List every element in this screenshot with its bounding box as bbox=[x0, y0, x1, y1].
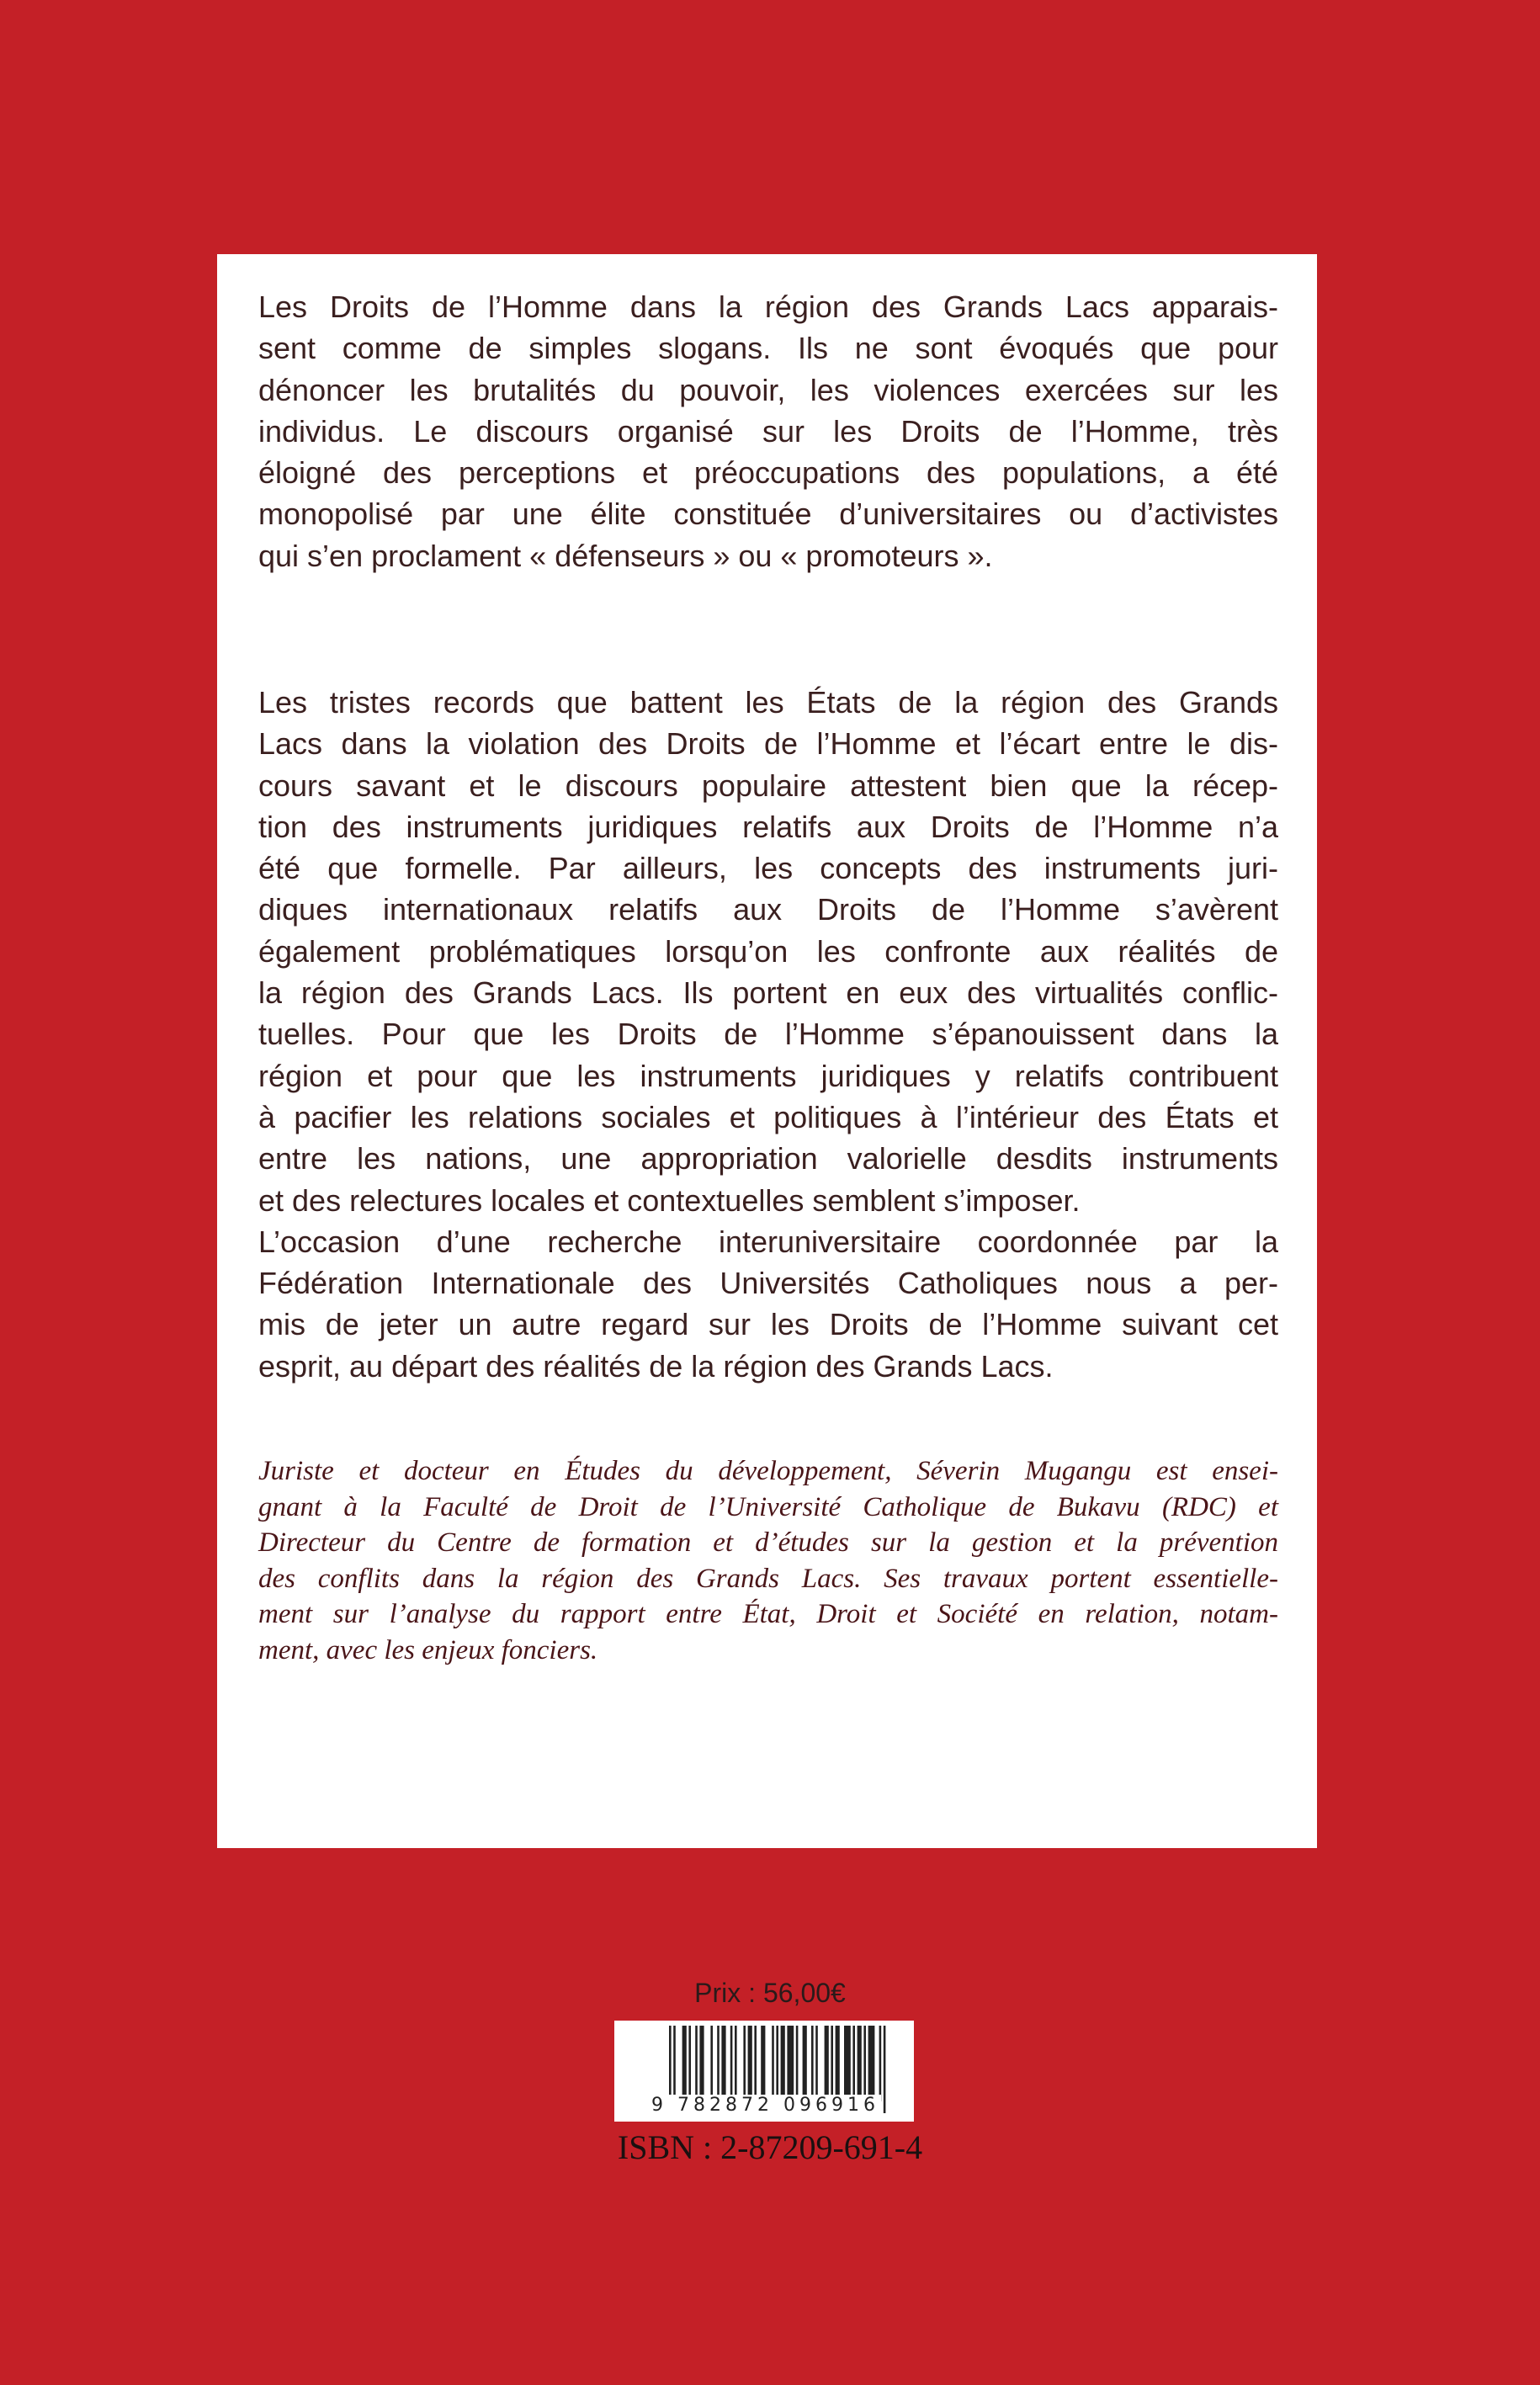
text-line: à pacifier les relations sociales et politiques à l’intérieur des États et bbox=[258, 1099, 1278, 1134]
text-line: mis de jeter un autre regard sur les Droits de l’Homme suivant cet bbox=[258, 1307, 1278, 1342]
barcode-bar bbox=[743, 2026, 746, 2101]
summary-paragraph-1 bbox=[258, 286, 1278, 576]
barcode bbox=[614, 2021, 914, 2122]
text-line: Fédération Internationale des Universités Catholiques nous a per- bbox=[258, 1266, 1278, 1301]
barcode-bar bbox=[781, 2026, 785, 2101]
barcode-bar bbox=[710, 2026, 713, 2101]
text-line: tuelles. Pour que les Droits de l’Homme s’épanouissent dans la bbox=[258, 1017, 1278, 1052]
text-line: Les tristes records que battent les États de la région des Grands bbox=[258, 685, 1278, 720]
barcode-bar bbox=[721, 2026, 725, 2101]
text-line: la région des Grands Lacs. Ils portent en eux des virtualités conflic- bbox=[258, 975, 1278, 1011]
barcode-bar bbox=[761, 2026, 765, 2101]
barcode-bar bbox=[717, 2026, 720, 2101]
text-line: L’occasion d’une recherche interuniversitaire coordonnée par la bbox=[258, 1224, 1278, 1259]
barcode-bar bbox=[825, 2026, 829, 2101]
text-panel bbox=[217, 254, 1317, 1848]
barcode-bar bbox=[879, 2026, 882, 2101]
text-line: gnant à la Faculté de Droit de l’Université Catholique de Bukavu (RDC) et bbox=[258, 1491, 1278, 1522]
barcode-bar bbox=[699, 2026, 704, 2101]
text-line: esprit, au départ des réalités de la région des Grands Lacs. bbox=[258, 1348, 1054, 1384]
text-line: sent comme de simples slogans. Ils ne sont évoqués que pour bbox=[258, 331, 1278, 366]
text-line: cours savant et le discours populaire attestent bien que la récep- bbox=[258, 768, 1278, 803]
text-line: et des relectures locales et contextuelles semblent s’imposer. bbox=[258, 1182, 1081, 1218]
text-line: individus. Le discours organisé sur les Droits de l’Homme, très bbox=[258, 413, 1278, 449]
barcode-bar bbox=[695, 2026, 698, 2101]
barcode-bar bbox=[815, 2026, 818, 2101]
text-line: ment, avec les enjeux fonciers. bbox=[258, 1634, 598, 1665]
barcode-digits: 9 782872 096916 bbox=[651, 2095, 879, 2116]
summary-paragraph-2 bbox=[258, 682, 1278, 1387]
barcode-bar bbox=[735, 2026, 737, 2101]
barcode-bar bbox=[863, 2026, 866, 2101]
barcode-bar bbox=[688, 2026, 691, 2101]
text-line: également problématiques lorsqu’on les confronte aux réalités de bbox=[258, 933, 1278, 969]
price-label: Prix : 56,00€ bbox=[694, 1978, 846, 2008]
text-line: diques internationaux relatifs aux Droits de l’Homme s’avèrent bbox=[258, 892, 1278, 927]
text-line: dénoncer les brutalités du pouvoir, les violences exercées sur les bbox=[258, 372, 1278, 407]
barcode-bar bbox=[787, 2026, 794, 2101]
text-line: tion des instruments juridiques relatifs aux Droits de l’Homme n’a bbox=[258, 809, 1278, 844]
text-line: Les Droits de l’Homme dans la région des Grands Lacs apparais- bbox=[258, 289, 1278, 324]
barcode-bar bbox=[831, 2026, 833, 2101]
text-line: Directeur du Centre de formation et d’études sur la gestion et la prévention bbox=[258, 1527, 1278, 1558]
barcode-bar bbox=[844, 2026, 851, 2101]
barcode-bar bbox=[730, 2026, 733, 2101]
text-line: Lacs dans la violation des Droits de l’Homme et l’écart entre le dis- bbox=[258, 726, 1278, 762]
text-line: éloigné des perceptions et préoccupations des populations, a été bbox=[258, 455, 1278, 491]
isbn-label: ISBN : 2-87209-691-4 bbox=[617, 2128, 923, 2166]
text-line: Juriste et docteur en Études du développement, Séverin Mugangu est ensei- bbox=[258, 1456, 1278, 1486]
barcode-bar bbox=[811, 2026, 814, 2101]
text-line: ment sur l’analyse du rapport entre État, Droit et Société en relation, notam- bbox=[258, 1599, 1278, 1629]
text-line: région et pour que les instruments juridiques y relatifs contribuent bbox=[258, 1058, 1278, 1093]
text-line: monopolisé par une élite constituée d’universitaires ou d’activistes bbox=[258, 497, 1278, 532]
barcode-bar bbox=[884, 2026, 886, 2113]
barcode-bar bbox=[852, 2026, 855, 2101]
barcode-bar bbox=[868, 2026, 875, 2101]
barcode-bar bbox=[858, 2026, 862, 2101]
author-bio bbox=[258, 1453, 1278, 1668]
text-line: des conflits dans la région des Grands Lacs. Ses travaux portent essentielle- bbox=[258, 1563, 1278, 1594]
barcode-bar bbox=[748, 2026, 752, 2101]
text-line: été que formelle. Par ailleurs, les concepts des instruments juri- bbox=[258, 851, 1278, 886]
barcode-bar bbox=[796, 2026, 799, 2101]
barcode-bar bbox=[754, 2026, 757, 2101]
barcode-bar bbox=[836, 2026, 840, 2101]
text-line: qui s’en proclament « défenseurs » ou « promoteurs ». bbox=[258, 538, 993, 573]
text-line: entre les nations, une appropriation valorielle desdits instruments bbox=[258, 1141, 1278, 1177]
barcode-bar bbox=[682, 2026, 687, 2101]
barcode-bar bbox=[803, 2026, 807, 2101]
